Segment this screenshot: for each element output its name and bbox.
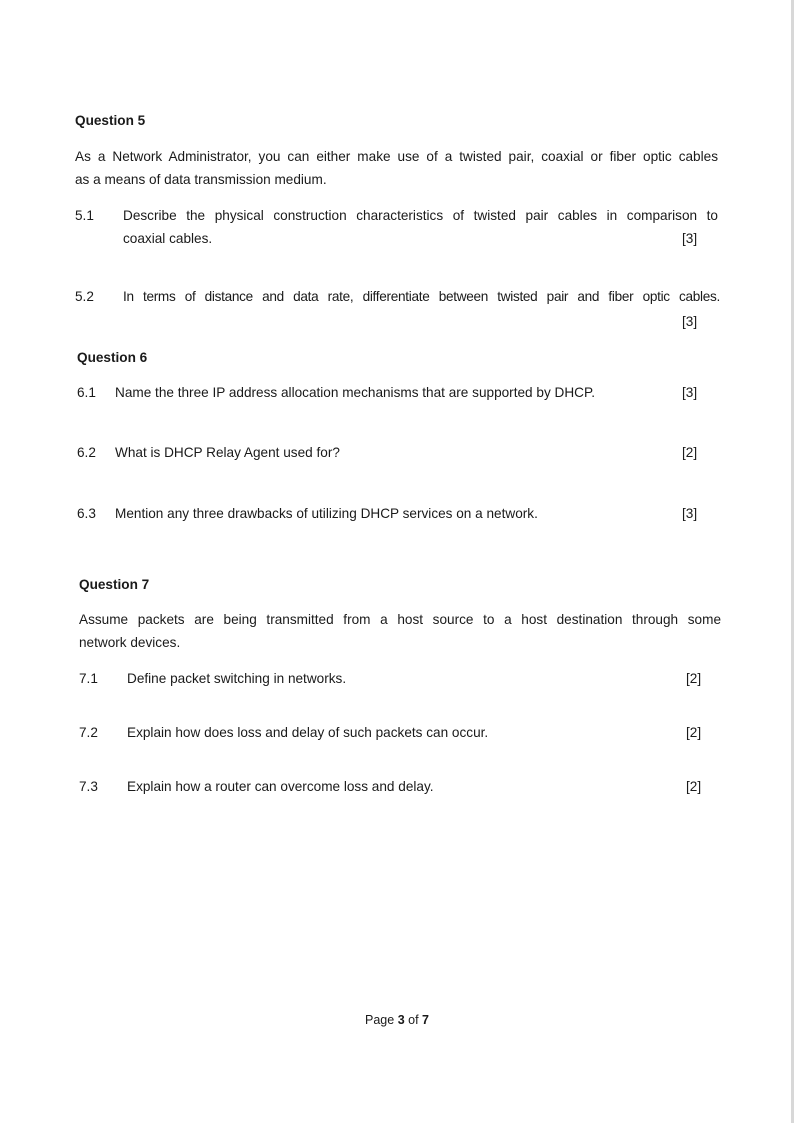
- question-5-intro-line-1: As a Network Administrator, you can either make use of a twisted pair, coaxial or fiber optic cables: [75, 149, 718, 164]
- footer-page-number: 3: [397, 1013, 405, 1027]
- footer-prefix: Page: [365, 1013, 398, 1027]
- item-7-1-mark: [2]: [686, 671, 702, 686]
- question-5-title: Question 5: [75, 113, 146, 128]
- item-6-1-text: Name the three IP address allocation mechanisms that are supported by DHCP.: [115, 385, 596, 400]
- question-6-title: Question 6: [77, 350, 148, 365]
- question-7-intro-line-2: network devices.: [79, 635, 181, 650]
- item-5-1-number: 5.1: [75, 208, 94, 223]
- item-6-2-text: What is DHCP Relay Agent used for?: [115, 445, 340, 460]
- item-7-3-number: 7.3: [79, 779, 98, 794]
- item-5-1-text-line-1: Describe the physical construction characteristics of twisted pair cables in comparison to: [123, 208, 718, 223]
- item-6-3-number: 6.3: [77, 506, 96, 521]
- item-5-2-text: In terms of distance and data rate, differentiate between twisted pair and fiber optic cables.: [123, 289, 720, 304]
- item-5-2-number: 5.2: [75, 289, 94, 304]
- item-7-1-text: Define packet switching in networks.: [127, 671, 347, 686]
- item-5-1-text-line-2: coaxial cables.: [123, 231, 213, 246]
- item-6-1-mark: [3]: [682, 385, 698, 400]
- item-6-3-text: Mention any three drawbacks of utilizing DHCP services on a network.: [115, 506, 538, 521]
- item-5-2-mark: [3]: [682, 314, 698, 329]
- item-7-1-number: 7.1: [79, 671, 98, 686]
- item-6-2-number: 6.2: [77, 445, 96, 460]
- question-7-intro-line-1: Assume packets are being transmitted from a host source to a host destination through some: [79, 612, 721, 627]
- footer-page-total: 7: [422, 1013, 429, 1027]
- item-7-2-number: 7.2: [79, 725, 98, 740]
- item-6-2-mark: [2]: [682, 445, 698, 460]
- question-5-intro-line-2: as a means of data transmission medium.: [75, 172, 327, 187]
- footer-of: of: [404, 1013, 423, 1027]
- item-6-1-number: 6.1: [77, 385, 96, 400]
- item-7-3-mark: [2]: [686, 779, 702, 794]
- item-7-3-text: Explain how a router can overcome loss and delay.: [127, 779, 434, 794]
- item-5-1-mark: [3]: [682, 231, 698, 246]
- page-footer: [0, 1011, 794, 1029]
- item-7-2-text: Explain how does loss and delay of such packets can occur.: [127, 725, 489, 740]
- item-7-2-mark: [2]: [686, 725, 702, 740]
- item-6-3-mark: [3]: [682, 506, 698, 521]
- question-7-title: Question 7: [79, 577, 150, 592]
